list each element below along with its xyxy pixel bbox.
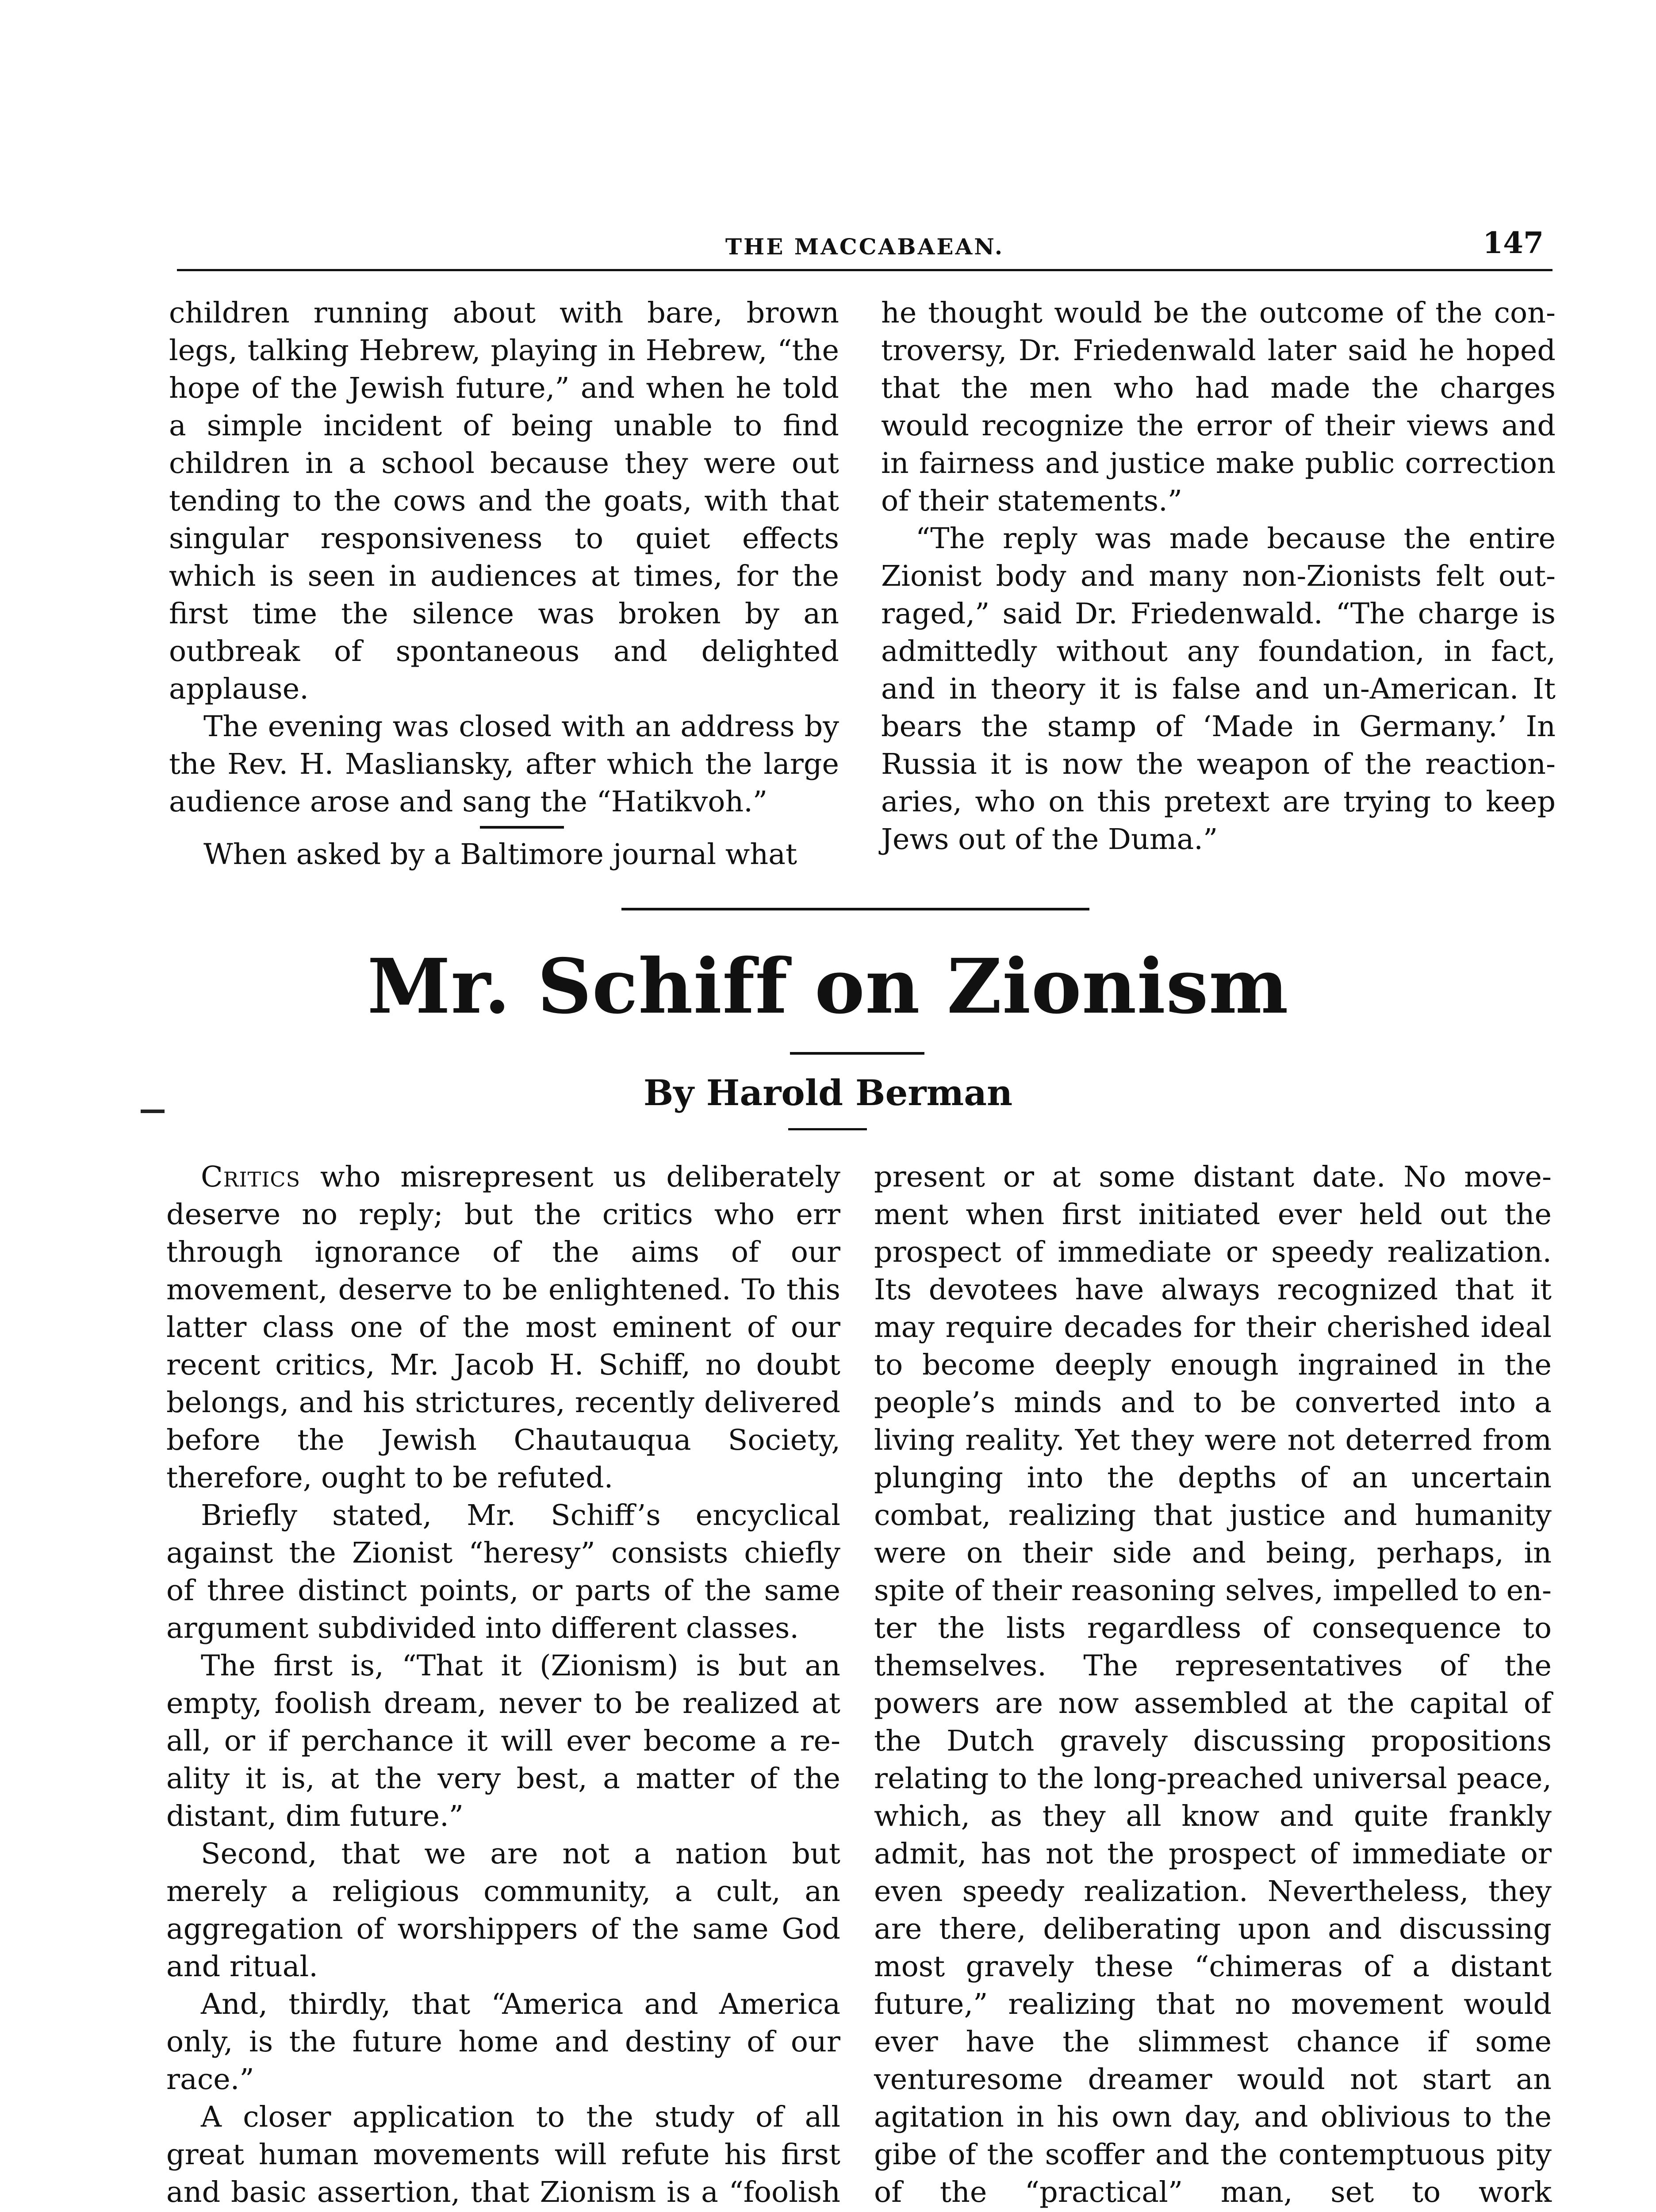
paragraph: Second, that we are not a nation but merely a religious community, a cult, an aggregation of worshippers of the same God and ritual. — [166, 1837, 840, 1983]
paragraph: A closer application to the study of all great human movements will refute his first and basic assertion, that Zionism is a “foolish — [166, 2101, 840, 2209]
paragraph: The evening was closed with an address by the Rev. H. Masliansky, after which the large audience arose and sang the “Hatikvoh.” — [169, 710, 839, 818]
paragraph: he thought would be the outcome of the controversy, Dr. Friedenwald later said he hoped that the men who had made the charges would recognize the error of their views and in fairness and justice make public correction of their statements.” — [881, 296, 1556, 518]
previous-article-left-column — [169, 294, 839, 873]
paragraph: children running about with bare, brown legs, talking Hebrew, playing in Hebrew, “the hope of the Jewish future,” and when he told a simple incident of being unable to find children in a school because they were out tending to the cows and the goats, with that singular responsiveness to quiet effects which is seen in audiences at times, for the first time the silence was broken by an outbreak of spontaneous and delighted applause. — [169, 296, 839, 706]
article-byline: By Harold Berman — [643, 1072, 1013, 1114]
article-title: Mr. Schiff on Zionism — [367, 942, 1289, 1031]
title-underline-rule — [790, 1052, 924, 1055]
article-right-column — [874, 1158, 1552, 2212]
lead-word: Critics — [201, 1160, 301, 1194]
paragraph: “The reply was made because the entire Zionist body and many non-Zionists felt outraged,” said Dr. Friedenwald. “The charge is admittedly without any foundation, in fact, and in theory it is false and un-American. It bears the stamp of ‘Made in Germany.’ In Russia it is now the weapon of the reactionaries, who on this pretext are trying to keep Jews out of the Duma.” — [881, 522, 1556, 856]
previous-article-right-column — [881, 294, 1556, 858]
section-divider — [480, 826, 564, 829]
running-header — [177, 226, 1552, 271]
print-mark — [141, 1110, 165, 1113]
paragraph: Briefly stated, Mr. Schiff’s encyclical against the Zionist “heresy” consists chiefly of three distinct points, or parts of the same argument subdivided into different classes. — [166, 1499, 840, 1645]
paragraph: And, thirdly, that “America and America only, is the future home and destiny of our race.” — [166, 1988, 840, 2096]
opening-paragraph — [166, 1158, 840, 1497]
article-left-column — [166, 1158, 840, 2212]
paragraph: The first is, “That it (Zionism) is but an empty, foolish dream, never to be realized at all, or if perchance it will ever become a reality it is, at the very best, a matter of the distant, dim future.” — [166, 1649, 840, 1833]
paragraph: present or at some distant date. No movement when first initiated ever held out the prospect of immediate or speedy realization. Its devotees have always recognized that it may require decades for their cherished ideal to become deeply enough ingrained in the people’s minds and to be converted into a living reality. Yet they were not deterred from plunging into the depths of an uncertain combat, realizing that justice and humanity were on their side and being, perhaps, in spite of their reasoning selves, impelled to enter the lists regardless of consequence to themselves. The representatives of the powers are now assembled at the capital of the Dutch gravely discussing propositions relating to the long-preached universal peace, which, as they all know and quite frankly admit, has not the prospect of immediate or even speedy realization. Nevertheless, they are there, deliberating upon and discussing most gravely these “chimeras of a distant future,” realizing that no movement would ever have the slimmest chance if some venturesome dreamer would not start an agitation in his own day, and oblivious to the gibe of the scoffer and the contemptuous pity of the “practical” man, set to work — [874, 1160, 1552, 2209]
byline-underline-rule — [788, 1128, 867, 1130]
opening-text: who misrepresent us deliberately deserve no reply; but the critics who err through ignorance of the aims of our movement, deserve to be enlightened. To this latter class one of the most eminent of our recent critics, Mr. Jacob H. Schiff, no doubt belongs, and his strictures, recently delivered before the Jewish Chautauqua Society, therefore, ought to be refuted. — [166, 1160, 840, 1494]
page-number: 147 — [1483, 226, 1544, 260]
paragraph: When asked by a Baltimore journal what — [203, 838, 797, 871]
article-separator-rule — [621, 908, 1089, 910]
running-title: THE MACCABAEAN. — [725, 234, 1004, 260]
